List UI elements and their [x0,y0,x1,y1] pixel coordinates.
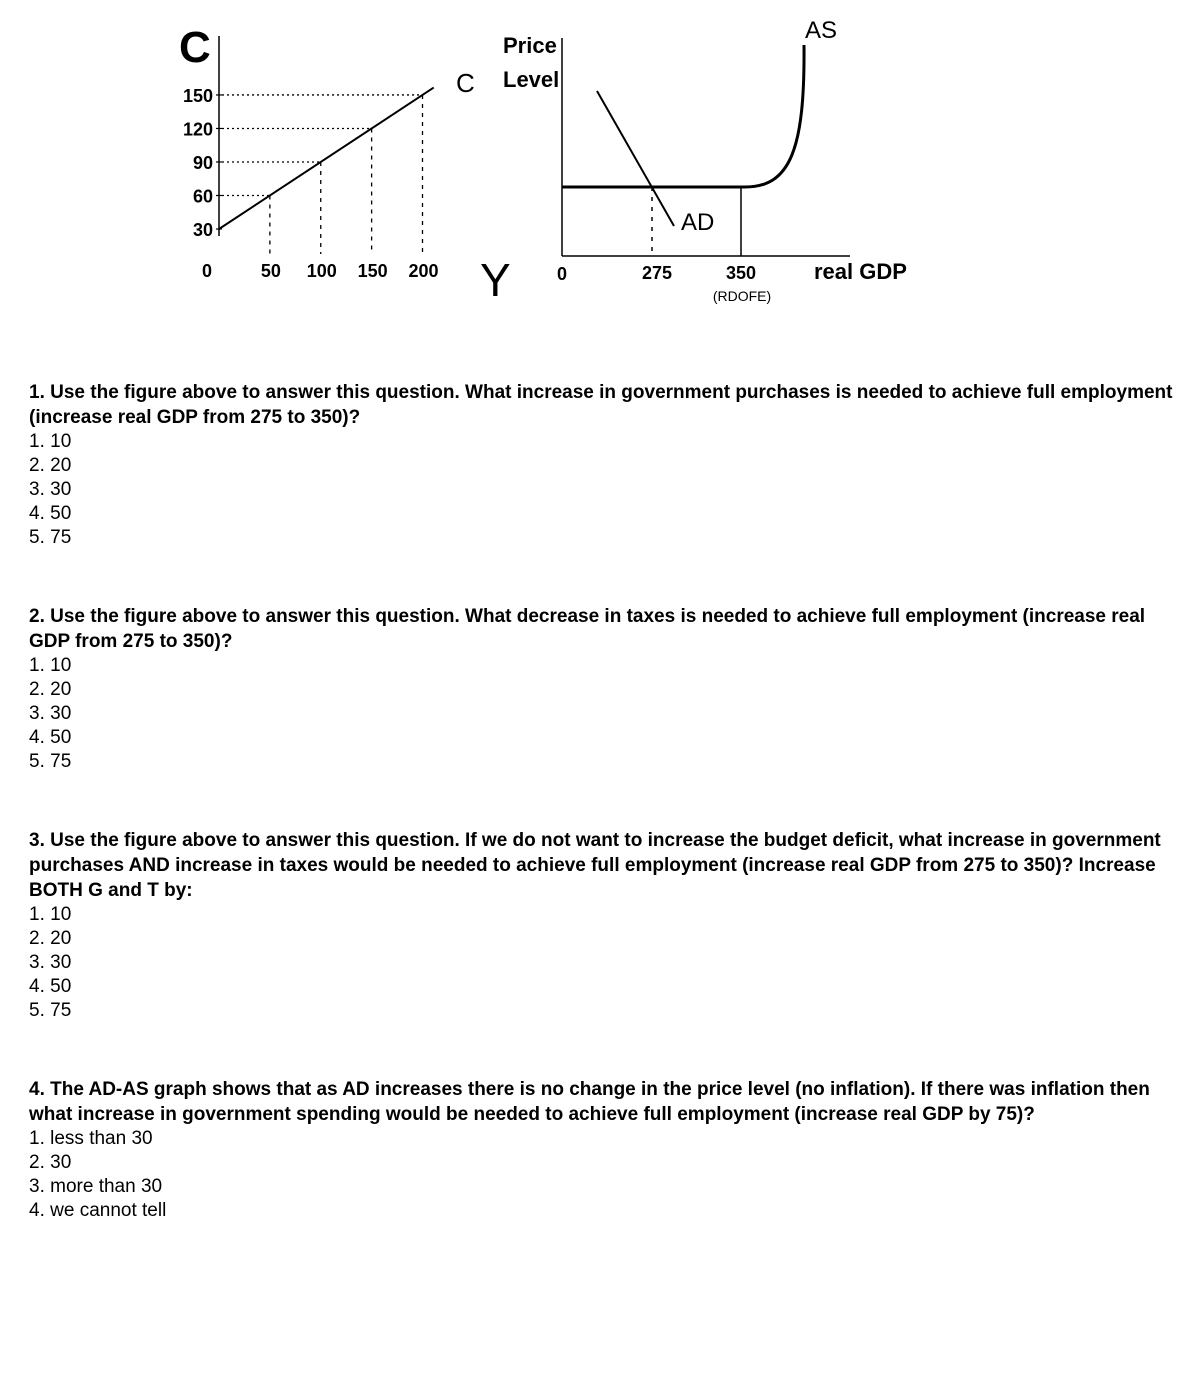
ad-label: AD [681,209,715,236]
adas-x-tick-275: 275 [641,263,673,283]
c-origin-label: 0 [202,261,213,281]
option: 3. 30 [29,479,72,500]
c-line-label: C [456,68,475,98]
option: 2. 20 [29,679,72,700]
adas-chart [503,17,907,304]
c-y-ticks [183,86,222,240]
c-x-tick-label: 200 [408,261,439,281]
c-y-tick-label: 90 [192,152,213,173]
option: 2. 20 [29,928,72,949]
c-x-tick-label: 100 [306,261,337,281]
as-curve [745,45,804,187]
consumption-chart [179,23,511,306]
c-y-tick-label: 60 [192,186,213,207]
option-list [29,430,1179,550]
figure [0,0,1200,340]
option: 2. 30 [29,1152,72,1173]
real-gdp-label: real GDP [814,259,907,284]
c-y-tick-label: 150 [182,85,213,106]
option: 1. 10 [29,431,72,452]
ad-line [597,91,674,226]
option: 3. more than 30 [29,1176,163,1197]
question-text: 4. The AD-AS graph shows that as AD increases there is no change in the price level (no inflation). If there was inflation then what increase in government spending would be needed to achieve full employment (increase real GDP by 75)? [29,1079,1150,1125]
option: 4. 50 [29,503,72,524]
question-3 [29,828,1179,1023]
question-2 [29,604,1179,774]
adas-origin-label: 0 [557,264,568,284]
level-label: Level [503,67,560,92]
c-y-tick-label: 120 [182,119,213,140]
option: 1. 10 [29,655,72,676]
option-list [29,654,1179,774]
question-1 [29,380,1179,550]
question-text: 1. Use the figure above to answer this question. What increase in government purchases is needed to achieve full employment (increase real GDP from 275 to 350)? [29,382,1173,428]
question-text: 2. Use the figure above to answer this question. What decrease in taxes is needed to achieve full employment (increase real GDP from 275 to 350)? [29,606,1146,652]
option: 5. 75 [29,527,72,548]
price-label: Price [503,33,557,58]
option: 4. we cannot tell [29,1200,167,1221]
option: 3. 30 [29,703,72,724]
c-x-tick-label: 150 [357,261,388,281]
option: 3. 30 [29,952,72,973]
c-axis-label: C [179,23,211,72]
option: 1. 10 [29,904,72,925]
option: 5. 75 [29,751,72,772]
as-label: AS [805,17,838,44]
c-x-ticks [261,261,439,281]
option: 1. less than 30 [29,1128,153,1149]
adas-x-tick-350: 350 [725,263,757,283]
c-guide-lines [222,95,423,254]
question-4 [29,1077,1179,1223]
y-axis-label: Y [480,254,511,306]
option: 4. 50 [29,976,72,997]
option: 5. 75 [29,1000,72,1021]
option: 2. 20 [29,455,72,476]
option-list [29,1127,1179,1223]
c-y-tick-label: 30 [192,220,213,240]
option-list [29,903,1179,1023]
consumption-line [219,88,434,229]
option: 4. 50 [29,727,72,748]
adas-x-tick-350-note: (RDOFE) [712,288,772,304]
c-x-tick-label: 50 [260,261,281,281]
question-text: 3. Use the figure above to answer this question. If we do not want to increase the budget deficit, what increase in government purchases AND increase in taxes would be needed to achieve full employment (increase real GDP from 275 to 350)? Increase BOTH G and T by: [29,830,1161,901]
